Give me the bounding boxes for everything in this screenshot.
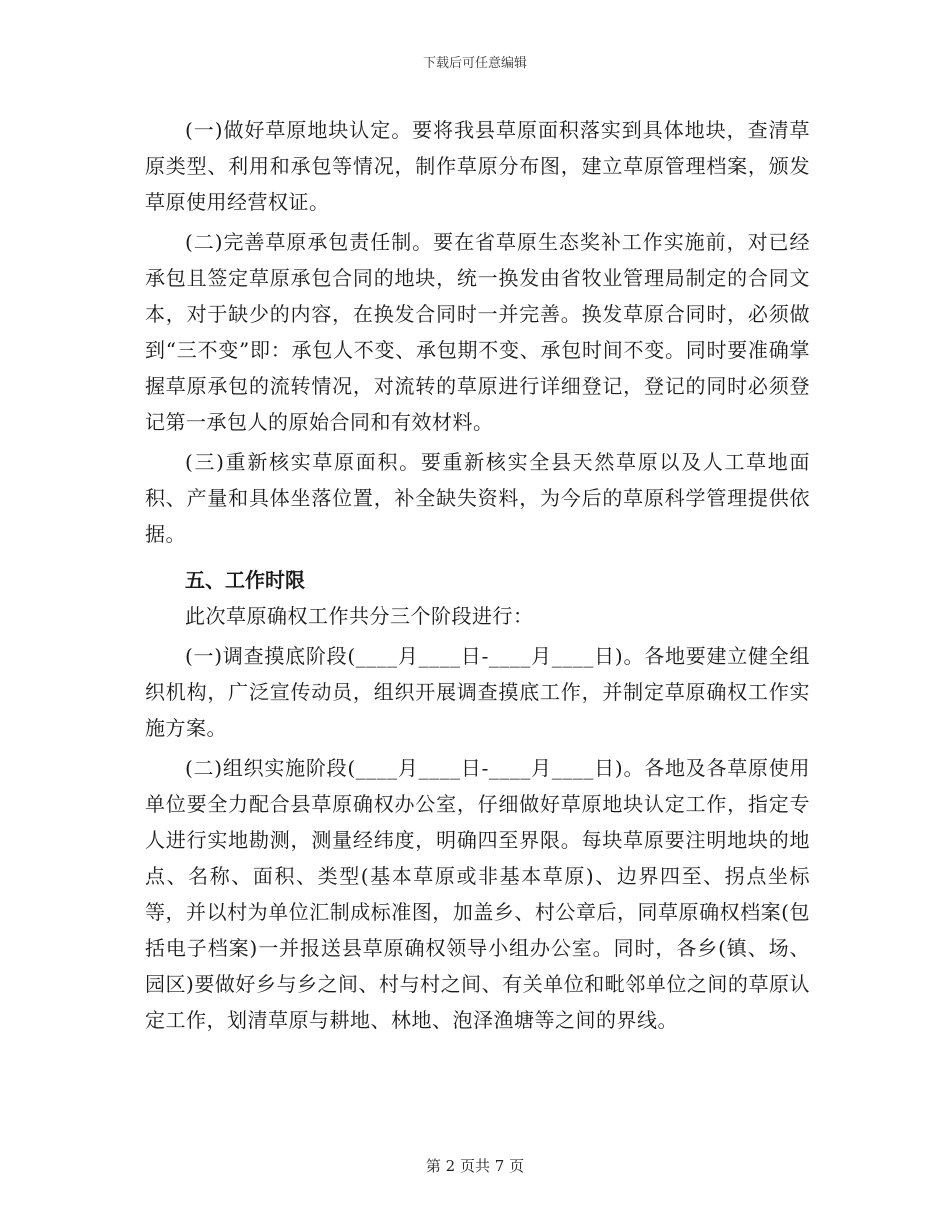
page-header: 下载后可任意编辑 xyxy=(422,56,527,71)
paragraph-phases-intro: 此次草原确权工作共分三个阶段进行： xyxy=(185,604,534,628)
paragraph-grassland-plot-identification: (一)做好草原地块认定。要将我县草原面积落实到具体地块，查清草原类型、利用和承包等情况，制作草原分布图，建立草原管理档案，颁发草原使用经营权证。 xyxy=(145,118,810,214)
paragraph-contract-responsibility: (二)完善草原承包责任制。要在省草原生态奖补工作实施前，对已经承包且签定草原承包合同的地块，统一换发由省牧业管理局制定的合同文本，对于缺少的内容，在换发合同时一并完善。换发草原合同时，必须做到“三不变”即：承包人不变、承包期不变、承包时间不变。同时要准确掌握草原承包的流转情况，对流转的草原进行详细登记，登记的同时必须登记第一承包人的原始合同和有效材料。 xyxy=(145,230,810,434)
paragraph-phase-implementation: (二)组织实施阶段(____月____日-____月____日)。各地及各草原使用单位要全力配合县草原确权办公室，仔细做好草原地块认定工作，指定专人进行实地勘测，测量经纬度，明确四至界限。每块草原要注明地块的地点、名称、面积、类型(基本草原或非基本草原)、边界四至、拐点坐标等，并以村为单位汇制成标准图，加盖乡、村公章后，同草原确权档案(包括电子档案)一并报送县草原确权领导小组办公室。同时，各乡(镇、场、园区)要做好乡与乡之间、村与村之间、有关单位和毗邻单位之间的草原认定工作，划清草原与耕地、林地、泡泽渔塘等之间的界线。 xyxy=(145,756,810,1032)
page-number-footer: 第 2 页共 7 页 xyxy=(425,1157,525,1175)
section-heading-work-timeline: 五、工作时限 xyxy=(185,568,305,592)
document-body xyxy=(145,112,810,1038)
paragraph-area-verification: (三)重新核实草原面积。要重新核实全县天然草原以及人工草地面积、产量和具体坐落位置，补全缺失资料，为今后的草原科学管理提供依据。 xyxy=(145,450,810,546)
paragraph-phase-survey: (一)调查摸底阶段(____月____日-____月____日)。各地要建立健全组织机构，广泛宣传动员，组织开展调查摸底工作，并制定草原确权工作实施方案。 xyxy=(145,644,810,740)
